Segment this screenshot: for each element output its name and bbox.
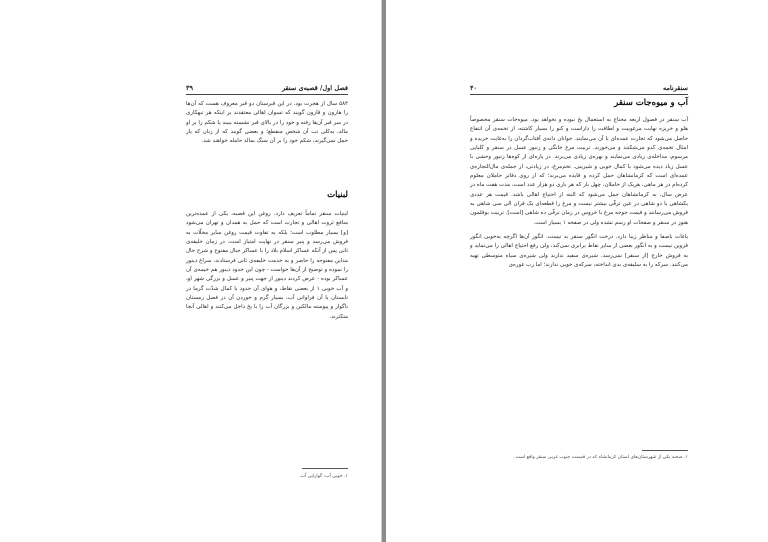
left-section-paragraph: لبنیات سنقر تماماً تعریف دارد. روغن این قصبه، یکی از عمده‌ترین منافع ثروت اهالی و تجارت است که حمل به همدان و تهران می‌شود [و] بسیار مطلوب است؛ بلکه به تفاوت قیمت روغن سایر محلّات به فروش می‌رسد و پنیر سنقر در نهایت امتیاز است. در زمان خلیفه‌ی ثانی پس از آنکه عساکر اسلام بلاد را با عساکر جبال مفتوح و شرح حال مداین مفتوحه را حاضر و به خدمت خلیفه‌ی ثانی فرستادند، سراغ دینور را نموده و توضیح از آن‌ها خواست - چون این حدود دینور هم خیمه‌ی آن عساکر بوده - عرض کردند دینور از جهت پنیر و عسل و بزرگی شهر او، و آب خوبی ۱ از بعضی نقاط، و هوای آن حدود با کمال شدّت گرما در تابستان با آن فراوانی آب، بسیار گرم و خوردن آن در فصل زمستان ناگوار و پیوسته مالکین و بزرگان آب را با یخ داخل می‌کنند و اهالی آنجا متکثرند. [186,211,348,320]
left-running-header [186,84,348,95]
right-paragraph-1: آب سنقر در فصول اربعه محتاج به استعمال یخ نبوده و نخواهد بود. میوه‌جات سنقر مخصوصاً هلو و خربزه نهایت مرغوبیت و لطافت را داراست و کنو را بسیار کاشته، از تخمه‌ی آن انتفاع حاصل می‌شود که تجارت عمده‌ای با آن می‌نمایند. جوانان دانه‌ی آفتاب‌گردان را به‌غایت خریده و امثال تخمه‌ی کدو می‌شکنند و می‌خورند. تربیت مرغ خانگی و زنبور عسل در سنقر و کلیایی مرسوم، مداخله‌ی زیادی می‌نمایند و بهره‌ی زیادی می‌برند. در پاره‌ای از کوه‌ها زنبور وحشی با عسل زیاد دیده می‌شود با کمال خوبی و شیرینی. تخم‌مرغ، در زیادتی، از جمله‌ی مال‌التجاره‌ی عمده‌ای است که کرمانشاهان حمل کرده و فایده می‌برند؛ که از روی دفاتر حاملان معلوم کرده‌ام در هر ماهی، هریک از حاملان، چهل بار که هر باری دو هزار عدد است، مدت هفت ماه در عرض سال، به کرمانشاهان حمل می‌شود که البته از احتیاج اهالی باشد. قیمت هر عددی یکشاهی یا دو شاهی در عین ترقّی بیشتر نیست و مرغ را قطعه‌ای یک قران الی سی شاهی به فروش می‌رسانند و قیمت جوجه مرغ با خروس در زمان ترقّی ده شاهی [است]. تربیت بوقلمون هنوز در سنقر و صفحات او رسم نشده ولی در صفحه ۱ بسیار است. [470,117,688,226]
right-footnote: ۱. صحنه یکی از شهرستان‌های استان کرمانشاه که در قسمت جنوب غربی سنقر واقع است. [514,455,688,460]
right-section-title: آب و میوه‌جات سنقر [614,98,688,108]
right-body-block [470,116,688,276]
left-section-block [186,210,348,327]
left-page [0,0,382,542]
right-page-number: ۴۰ [470,84,477,92]
right-running-header [470,84,688,95]
left-section-title: لبنیات [327,190,348,200]
left-intro-block [186,100,348,152]
left-intro-paragraph: ۵۸۴ سال از هجرت بود. در این قبرستان دو قبر معروف هست که آن‌ها را هارون و قارون گویند که تسوان اهالی معتقدند بر اینکه هر تبهکاری در سر قبر آن‌ها رفته و خود را در بالای قبر نشسته ببیند یا شکم را بر او مالد، به‌کلی تب آن شخص منقطع؛ و بعضی گویند که از زنان که بار حمل نمی‌گیرند، شکم خود را بر آن سنگ بمالد حامله خواهند شد. [186,101,348,145]
left-footnote: ۱. خوبی آب: گوارایی آب. [299,474,348,479]
right-header-title: سنقرنامه [662,84,688,92]
right-footnote-rule [642,450,688,451]
left-header-title: فصل اول/ قصبه‌ی سنقر [281,84,348,92]
right-paragraph-2: باغات باصفا و مناظر زیبا دارد. درخت انگور سنقر بد نیست. انگور آن‌ها اگرچه به‌خوبی انگور قزوین نیست و به انگور بعضی از سایر نقاط برابری نمی‌کند، ولی رفع احتیاج اهالی را می‌نماید و به فروش خارج [از سنقر] نمی‌رسد. شیره‌ی سفید ندارند ولی شیره‌ی سیاه متوسطی تهیه می‌کنند. سرکه را به سلیقه‌ی بدی انداخته، سرکه‌ی خوبی ندارند؛ اما رب غوره‌ی [470,234,688,269]
left-footnote-rule [302,468,348,469]
right-page [386,0,768,542]
left-page-number: ۳۹ [186,84,193,92]
